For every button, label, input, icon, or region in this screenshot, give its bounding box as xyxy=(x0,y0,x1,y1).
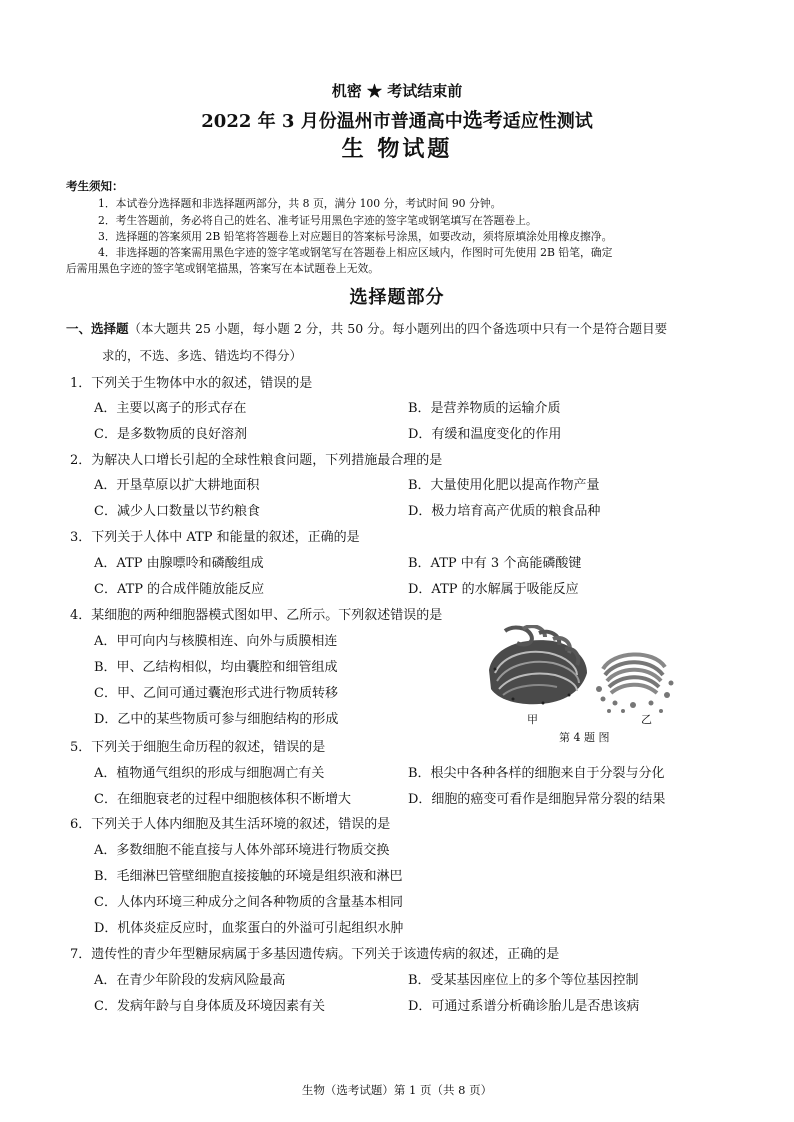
exam-title-part-a: 2022 年 3 月份温州市普通高中 xyxy=(201,111,463,132)
option-a: A．开垦草原以扩大耕地面积 xyxy=(94,478,260,493)
option-a: A．植物通气组织的形成与细胞凋亡有关 xyxy=(94,766,325,781)
option-d: D．极力培育高产优质的粮食品种 xyxy=(408,504,601,519)
part-description: （本大题共 25 小题，每小题 2 分，共 50 分。每小题列出的四个备选项中只有一个是符合题目要 xyxy=(128,321,668,336)
question-stem: 4．某细胞的两种细胞器模式图如甲、乙所示。下列叙述错误的是 xyxy=(70,608,443,623)
option-d: D．机体炎症反应时，血浆蛋白的外溢可引起组织水肿 xyxy=(94,921,404,936)
option-a: A．多数细胞不能直接与人体外部环境进行物质交换 xyxy=(94,843,390,858)
question-stem: 1．下列关于生物体中水的叙述，错误的是 xyxy=(70,376,313,391)
exam-title-part-c: 适应性测试 xyxy=(502,111,593,132)
option-c: C．是多数物质的良好溶剂 xyxy=(94,427,247,442)
option-d: D．有缓和温度变化的作用 xyxy=(408,427,562,442)
question-stem: 3．下列关于人体中 ATP 和能量的叙述，正确的是 xyxy=(70,530,360,545)
option-c: C．减少人口数量以节约粮食 xyxy=(94,504,260,519)
option-a: A．ATP 由腺嘌呤和磷酸组成 xyxy=(94,556,264,571)
option-c: C．甲、乙间可通过囊泡形式进行物质转移 xyxy=(94,686,338,701)
notice-item: 3．选择题的答案须用 2B 铅笔将答题卷上对应题目的答案标号涂黑，如要改动，须将原填涂处用橡皮擦净。 xyxy=(98,230,613,243)
option-a: A．甲可向内与核膜相连、向外与质膜相连 xyxy=(94,634,338,649)
option-b: B．大量使用化肥以提高作物产量 xyxy=(408,478,600,493)
option-d: D．可通过系谱分析确诊胎儿是否患该病 xyxy=(408,999,640,1014)
exam-title xyxy=(0,104,794,133)
notice-item: 2．考生答题前，务必将自己的姓名、准考证号用黑色字迹的签字笔或钢笔填写在答题卷上。 xyxy=(98,214,537,227)
exam-title-part-b: 选考 xyxy=(462,108,503,132)
notice-item: 4．非选择题的答案需用黑色字迹的签字笔或钢笔写在答题卷上相应区域内，作图时可先使用 2B 铅笔，确定 xyxy=(98,246,613,259)
option-c: C．发病年龄与自身体质及环境因素有关 xyxy=(94,999,325,1014)
part-heading xyxy=(66,319,667,337)
confidential-mark: 机密 ★ 考试结束前 xyxy=(331,82,463,100)
endoplasmic-reticulum-image xyxy=(489,626,587,704)
question-stem: 5．下列关于细胞生命历程的叙述，错误的是 xyxy=(70,740,326,755)
option-c: C．人体内环境三种成分之间各种物质的含量基本相同 xyxy=(94,895,403,910)
golgi-apparatus-image xyxy=(596,654,674,713)
option-a: A．主要以离子的形式存在 xyxy=(94,401,247,416)
option-c: C．ATP 的合成伴随放能反应 xyxy=(94,582,265,597)
option-b: B．是营养物质的运输介质 xyxy=(408,401,561,416)
page-footer: 生物（选考试题）第 1 页（共 8 页） xyxy=(301,1083,493,1097)
organelle-figure xyxy=(483,625,683,745)
question-stem: 6．下列关于人体内细胞及其生活环境的叙述，错误的是 xyxy=(70,817,391,832)
figure-label-yi: 乙 xyxy=(641,713,652,726)
figure-caption: 第 4 题 图 xyxy=(559,731,610,744)
notice-item: 后需用黑色字迹的签字笔或钢笔描黑，答案写在本试题卷上无效。 xyxy=(66,262,380,275)
organelle-illustration xyxy=(483,625,683,745)
notice-title: 考生须知： xyxy=(66,179,124,193)
option-b: B．根尖中各种各样的细胞来自于分裂与分化 xyxy=(408,766,665,781)
part-label: 一、选择题 xyxy=(66,321,129,336)
question-stem: 2．为解决人口增长引起的全球性粮食问题，下列措施最合理的是 xyxy=(70,453,443,468)
option-d: D．细胞的癌变可看作是细胞异常分裂的结果 xyxy=(408,792,666,807)
option-b: B．甲、乙结构相似，均由囊腔和细管组成 xyxy=(94,660,338,675)
option-d: D．ATP 的水解属于吸能反应 xyxy=(408,582,579,597)
option-b: B．受某基因座位上的多个等位基因控制 xyxy=(408,973,639,988)
part-description-continued: 求的，不选、多选、错选均不得分） xyxy=(102,348,303,363)
option-a: A．在青少年阶段的发病风险最高 xyxy=(94,973,286,988)
notice-item: 1．本试卷分选择题和非选择题两部分，共 8 页，满分 100 分，考试时间 90 分钟。 xyxy=(98,197,502,210)
option-c: C．在细胞衰老的过程中细胞核体积不断增大 xyxy=(94,792,351,807)
option-b: B．ATP 中有 3 个高能磷酸键 xyxy=(408,556,582,571)
section-title: 选择题部分 xyxy=(349,287,445,308)
option-d: D．乙中的某些物质可参与细胞结构的形成 xyxy=(94,712,339,727)
figure-label-jia: 甲 xyxy=(527,713,538,726)
option-b: B．毛细淋巴管壁细胞直接接触的环境是组织液和淋巴 xyxy=(94,869,403,884)
question-stem: 7．遗传性的青少年型糖尿病属于多基因遗传病。下列关于该遗传病的叙述，正确的是 xyxy=(70,947,560,962)
subject-title: 生 物试题 xyxy=(341,136,453,162)
